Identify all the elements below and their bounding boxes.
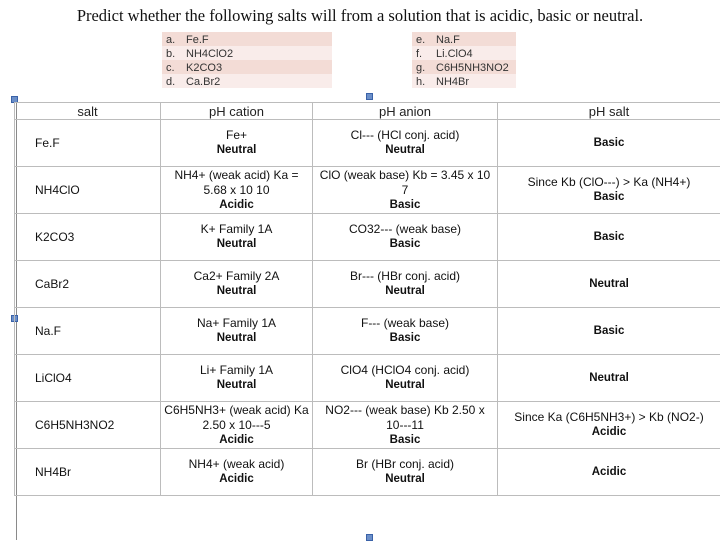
table-header-row: [15, 103, 720, 120]
list-value: C6H5NH3NO2: [432, 60, 516, 74]
salt-list-left: [162, 32, 332, 88]
salt-ph-cell: [498, 167, 720, 214]
anion-text: ClO (weak base) Kb = 3.45 x 10 7: [315, 168, 495, 198]
table-row: [15, 402, 720, 449]
anion-cell: [313, 355, 498, 402]
anion-text: ClO4 (HClO4 conj. acid): [315, 363, 495, 378]
salt-ph-result: Neutral: [500, 371, 718, 386]
cation-result: Acidic: [163, 433, 310, 448]
list-item: [162, 46, 332, 60]
resize-handle-top[interactable]: [366, 93, 373, 100]
anion-text: F--- (weak base): [315, 316, 495, 331]
salt-ph-cell: [498, 355, 720, 402]
list-item: [162, 32, 332, 46]
salt-ph-cell: [498, 120, 720, 167]
list-value: Fe.F: [182, 32, 332, 46]
anion-result: Neutral: [315, 472, 495, 487]
cation-text: C6H5NH3+ (weak acid) Ka 2.50 x 10---5: [163, 403, 310, 433]
anion-result: Neutral: [315, 378, 495, 393]
list-item: [412, 32, 516, 46]
list-letter: e.: [412, 32, 432, 46]
cation-result: Neutral: [163, 378, 310, 393]
salt-ph-table: [14, 102, 720, 496]
list-value: Ca.Br2: [182, 74, 332, 88]
cation-text: Ca2+ Family 2A: [163, 269, 310, 284]
anion-text: Br (HBr conj. acid): [315, 457, 495, 472]
cation-cell: [161, 120, 313, 167]
salt-ph-cell: [498, 308, 720, 355]
list-item: [412, 60, 516, 74]
list-item: [162, 74, 332, 88]
anion-cell: [313, 402, 498, 449]
salt-ph-cell: [498, 449, 720, 496]
anion-text: Br--- (HBr conj. acid): [315, 269, 495, 284]
salt-cell: Fe.F: [15, 120, 161, 167]
table-row: [15, 355, 720, 402]
cation-text: Na+ Family 1A: [163, 316, 310, 331]
table-row: [15, 449, 720, 496]
anion-result: Basic: [315, 198, 495, 213]
salt-cell: CaBr2: [15, 261, 161, 308]
salt-ph-result: Neutral: [500, 277, 718, 292]
table-row: [15, 167, 720, 214]
anion-result: Basic: [315, 237, 495, 252]
anion-result: Basic: [315, 433, 495, 448]
salt-ph-result: Basic: [500, 136, 718, 151]
list-letter: a.: [162, 32, 182, 46]
cation-text: Fe+: [163, 128, 310, 143]
cation-cell: [161, 308, 313, 355]
salt-list-right: [412, 32, 516, 88]
anion-cell: [313, 449, 498, 496]
table-row: [15, 120, 720, 167]
anion-cell: [313, 167, 498, 214]
salt-ph-result: Acidic: [500, 465, 718, 480]
salt-cell: LiClO4: [15, 355, 161, 402]
list-item: [412, 74, 516, 88]
anion-cell: [313, 120, 498, 167]
header-salt: salt: [15, 103, 161, 120]
salt-ph-text: Since Kb (ClO---) > Ka (NH4+): [500, 175, 718, 190]
cation-result: Acidic: [163, 472, 310, 487]
page-title: Predict whether the following salts will from a solution that is acidic, basic or neutral.: [0, 6, 720, 26]
list-letter: f.: [412, 46, 432, 60]
cation-text: K+ Family 1A: [163, 222, 310, 237]
cation-text: NH4+ (weak acid) Ka = 5.68 x 10 10: [163, 168, 310, 198]
anion-result: Neutral: [315, 284, 495, 299]
header-ph-salt: pH salt: [498, 103, 720, 120]
cation-cell: [161, 214, 313, 261]
list-value: NH4ClO2: [182, 46, 332, 60]
cation-result: Acidic: [163, 198, 310, 213]
table-row: [15, 214, 720, 261]
cation-cell: [161, 449, 313, 496]
salt-ph-result: Basic: [500, 324, 718, 339]
list-value: Li.ClO4: [432, 46, 516, 60]
list-value: K2CO3: [182, 60, 332, 74]
list-letter: g.: [412, 60, 432, 74]
salt-cell: Na.F: [15, 308, 161, 355]
salt-ph-cell: [498, 214, 720, 261]
list-value: Na.F: [432, 32, 516, 46]
cation-result: Neutral: [163, 331, 310, 346]
salt-ph-cell: [498, 261, 720, 308]
anion-cell: [313, 214, 498, 261]
anion-cell: [313, 261, 498, 308]
salt-cell: NH4Br: [15, 449, 161, 496]
cation-cell: [161, 167, 313, 214]
anion-text: CO32--- (weak base): [315, 222, 495, 237]
salt-cell: NH4ClO: [15, 167, 161, 214]
salt-ph-result: Acidic: [500, 425, 718, 440]
cation-cell: [161, 355, 313, 402]
list-value: NH4Br: [432, 74, 516, 88]
table-row: [15, 261, 720, 308]
anion-result: Basic: [315, 331, 495, 346]
table-row: [15, 308, 720, 355]
cation-cell: [161, 402, 313, 449]
salt-cell: C6H5NH3NO2: [15, 402, 161, 449]
cation-cell: [161, 261, 313, 308]
anion-result: Neutral: [315, 143, 495, 158]
salt-ph-text: Since Ka (C6H5NH3+) > Kb (NO2-): [500, 410, 718, 425]
list-letter: d.: [162, 74, 182, 88]
salt-ph-cell: [498, 402, 720, 449]
header-ph-anion: pH anion: [313, 103, 498, 120]
anion-text: NO2--- (weak base) Kb 2.50 x 10---11: [315, 403, 495, 433]
list-item: [412, 46, 516, 60]
list-item: [162, 60, 332, 74]
cation-result: Neutral: [163, 284, 310, 299]
anion-cell: [313, 308, 498, 355]
anion-text: Cl--- (HCl conj. acid): [315, 128, 495, 143]
cation-result: Neutral: [163, 143, 310, 158]
header-ph-cation: pH cation: [161, 103, 313, 120]
cation-text: Li+ Family 1A: [163, 363, 310, 378]
cation-text: NH4+ (weak acid): [163, 457, 310, 472]
list-letter: c.: [162, 60, 182, 74]
salt-cell: K2CO3: [15, 214, 161, 261]
list-letter: b.: [162, 46, 182, 60]
list-letter: h.: [412, 74, 432, 88]
salt-ph-result: Basic: [500, 230, 718, 245]
cation-result: Neutral: [163, 237, 310, 252]
salt-ph-result: Basic: [500, 190, 718, 205]
